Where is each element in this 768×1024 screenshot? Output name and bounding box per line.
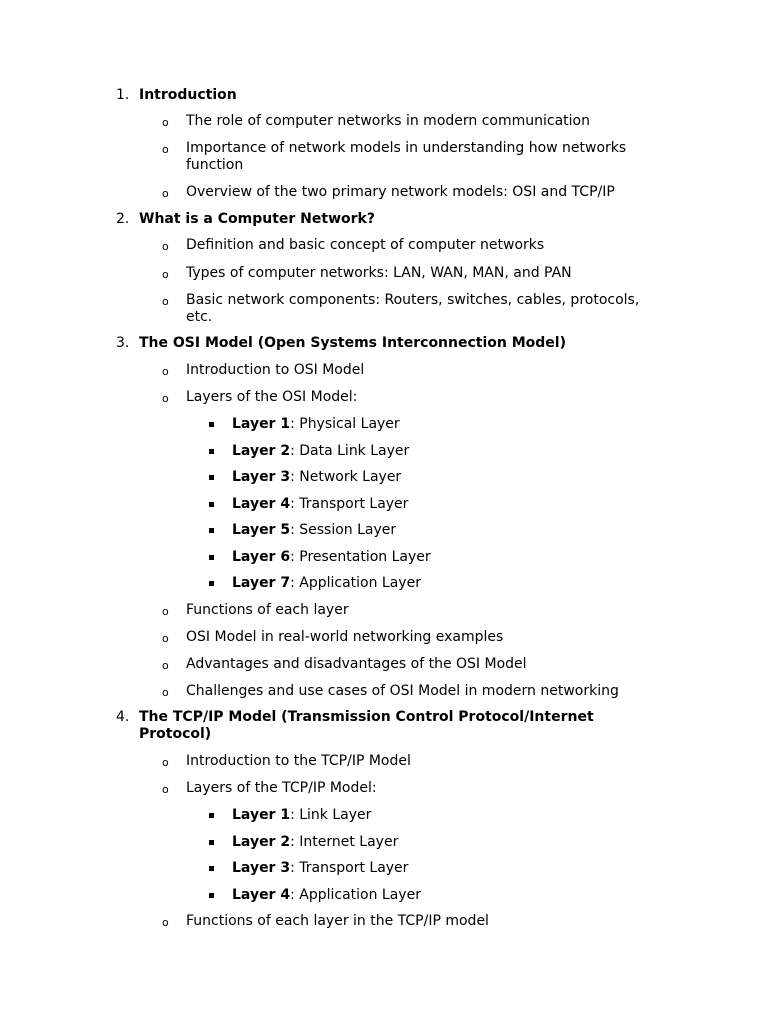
circle-bullet-icon: o: [162, 392, 169, 405]
section-title: The TCP/IP Model (Transmission Control Protocol/Internet Protocol): [139, 709, 594, 742]
square-bullet-icon: [209, 475, 214, 480]
circle-bullet-icon: o: [162, 659, 169, 672]
layer-name: : Transport Layer: [290, 496, 409, 512]
section-title: Introduction: [139, 87, 237, 103]
square-bullet-icon: [209, 866, 214, 871]
list-item-text: The role of computer networks in modern communication: [186, 113, 590, 129]
section-number: 1.: [116, 87, 130, 103]
circle-bullet-icon: o: [162, 268, 169, 281]
list-item-text: Functions of each layer in the TCP/IP model: [186, 913, 489, 929]
list-item-text: Layers of the TCP/IP Model:: [186, 780, 377, 796]
circle-bullet-icon: o: [162, 240, 169, 253]
list-item-text: Advantages and disadvantages of the OSI Model: [186, 656, 527, 672]
layer-name: : Transport Layer: [290, 860, 409, 876]
list-item-text: Importance of network models in understanding how networks function: [186, 140, 627, 173]
circle-bullet-icon: o: [162, 756, 169, 769]
circle-bullet-icon: o: [162, 116, 169, 129]
layer-label: Layer 4: [232, 496, 291, 512]
list-item-text: OSI Model in real-world networking examples: [186, 629, 504, 645]
square-bullet-icon: [209, 813, 214, 818]
list-item-text: Introduction to the TCP/IP Model: [186, 753, 411, 769]
list-item-text: Basic network components: Routers, switches, cables, protocols, etc.: [186, 292, 640, 325]
layer-name: : Physical Layer: [290, 416, 400, 432]
list-item-text: Introduction to OSI Model: [186, 362, 365, 378]
list-item-text: Overview of the two primary network models: OSI and TCP/IP: [186, 184, 615, 200]
circle-bullet-icon: o: [162, 143, 169, 156]
square-bullet-icon: [209, 502, 214, 507]
square-bullet-icon: [209, 840, 214, 845]
layer-name: : Internet Layer: [290, 834, 399, 850]
square-bullet-icon: [209, 581, 214, 586]
layer-label: Layer 6: [232, 549, 291, 565]
layer-label: Layer 2: [232, 834, 291, 850]
layer-label: Layer 1: [232, 807, 291, 823]
circle-bullet-icon: o: [162, 632, 169, 645]
layer-label: Layer 4: [232, 887, 291, 903]
list-item-text: Challenges and use cases of OSI Model in modern networking: [186, 683, 619, 699]
layer-name: : Link Layer: [290, 807, 372, 823]
list-item-text: Functions of each layer: [186, 602, 349, 618]
layer-name: : Network Layer: [290, 469, 402, 485]
section-title: The OSI Model (Open Systems Interconnection Model): [139, 335, 566, 351]
list-item-text: Types of computer networks: LAN, WAN, MAN, and PAN: [186, 265, 572, 281]
section-number: 3.: [116, 335, 130, 351]
circle-bullet-icon: o: [162, 365, 169, 378]
list-item-text: Definition and basic concept of computer networks: [186, 237, 545, 253]
layer-name: : Session Layer: [290, 522, 397, 538]
layer-name: : Data Link Layer: [290, 443, 410, 459]
square-bullet-icon: [209, 893, 214, 898]
layer-label: Layer 7: [232, 575, 291, 591]
section-title: What is a Computer Network?: [139, 211, 375, 227]
section-number: 2.: [116, 211, 130, 227]
section-number: 4.: [116, 709, 130, 725]
layer-name: : Application Layer: [290, 887, 421, 903]
circle-bullet-icon: o: [162, 605, 169, 618]
layer-name: : Presentation Layer: [290, 549, 431, 565]
square-bullet-icon: [209, 528, 214, 533]
square-bullet-icon: [209, 449, 214, 454]
layer-label: Layer 2: [232, 443, 291, 459]
layer-label: Layer 3: [232, 469, 291, 485]
square-bullet-icon: [209, 555, 214, 560]
layer-name: : Application Layer: [290, 575, 421, 591]
circle-bullet-icon: o: [162, 783, 169, 796]
layer-label: Layer 1: [232, 416, 291, 432]
circle-bullet-icon: o: [162, 916, 169, 929]
square-bullet-icon: [209, 422, 214, 427]
layer-label: Layer 3: [232, 860, 291, 876]
layer-label: Layer 5: [232, 522, 291, 538]
list-item-text: Layers of the OSI Model:: [186, 389, 358, 405]
circle-bullet-icon: o: [162, 187, 169, 200]
circle-bullet-icon: o: [162, 295, 169, 308]
circle-bullet-icon: o: [162, 686, 169, 699]
